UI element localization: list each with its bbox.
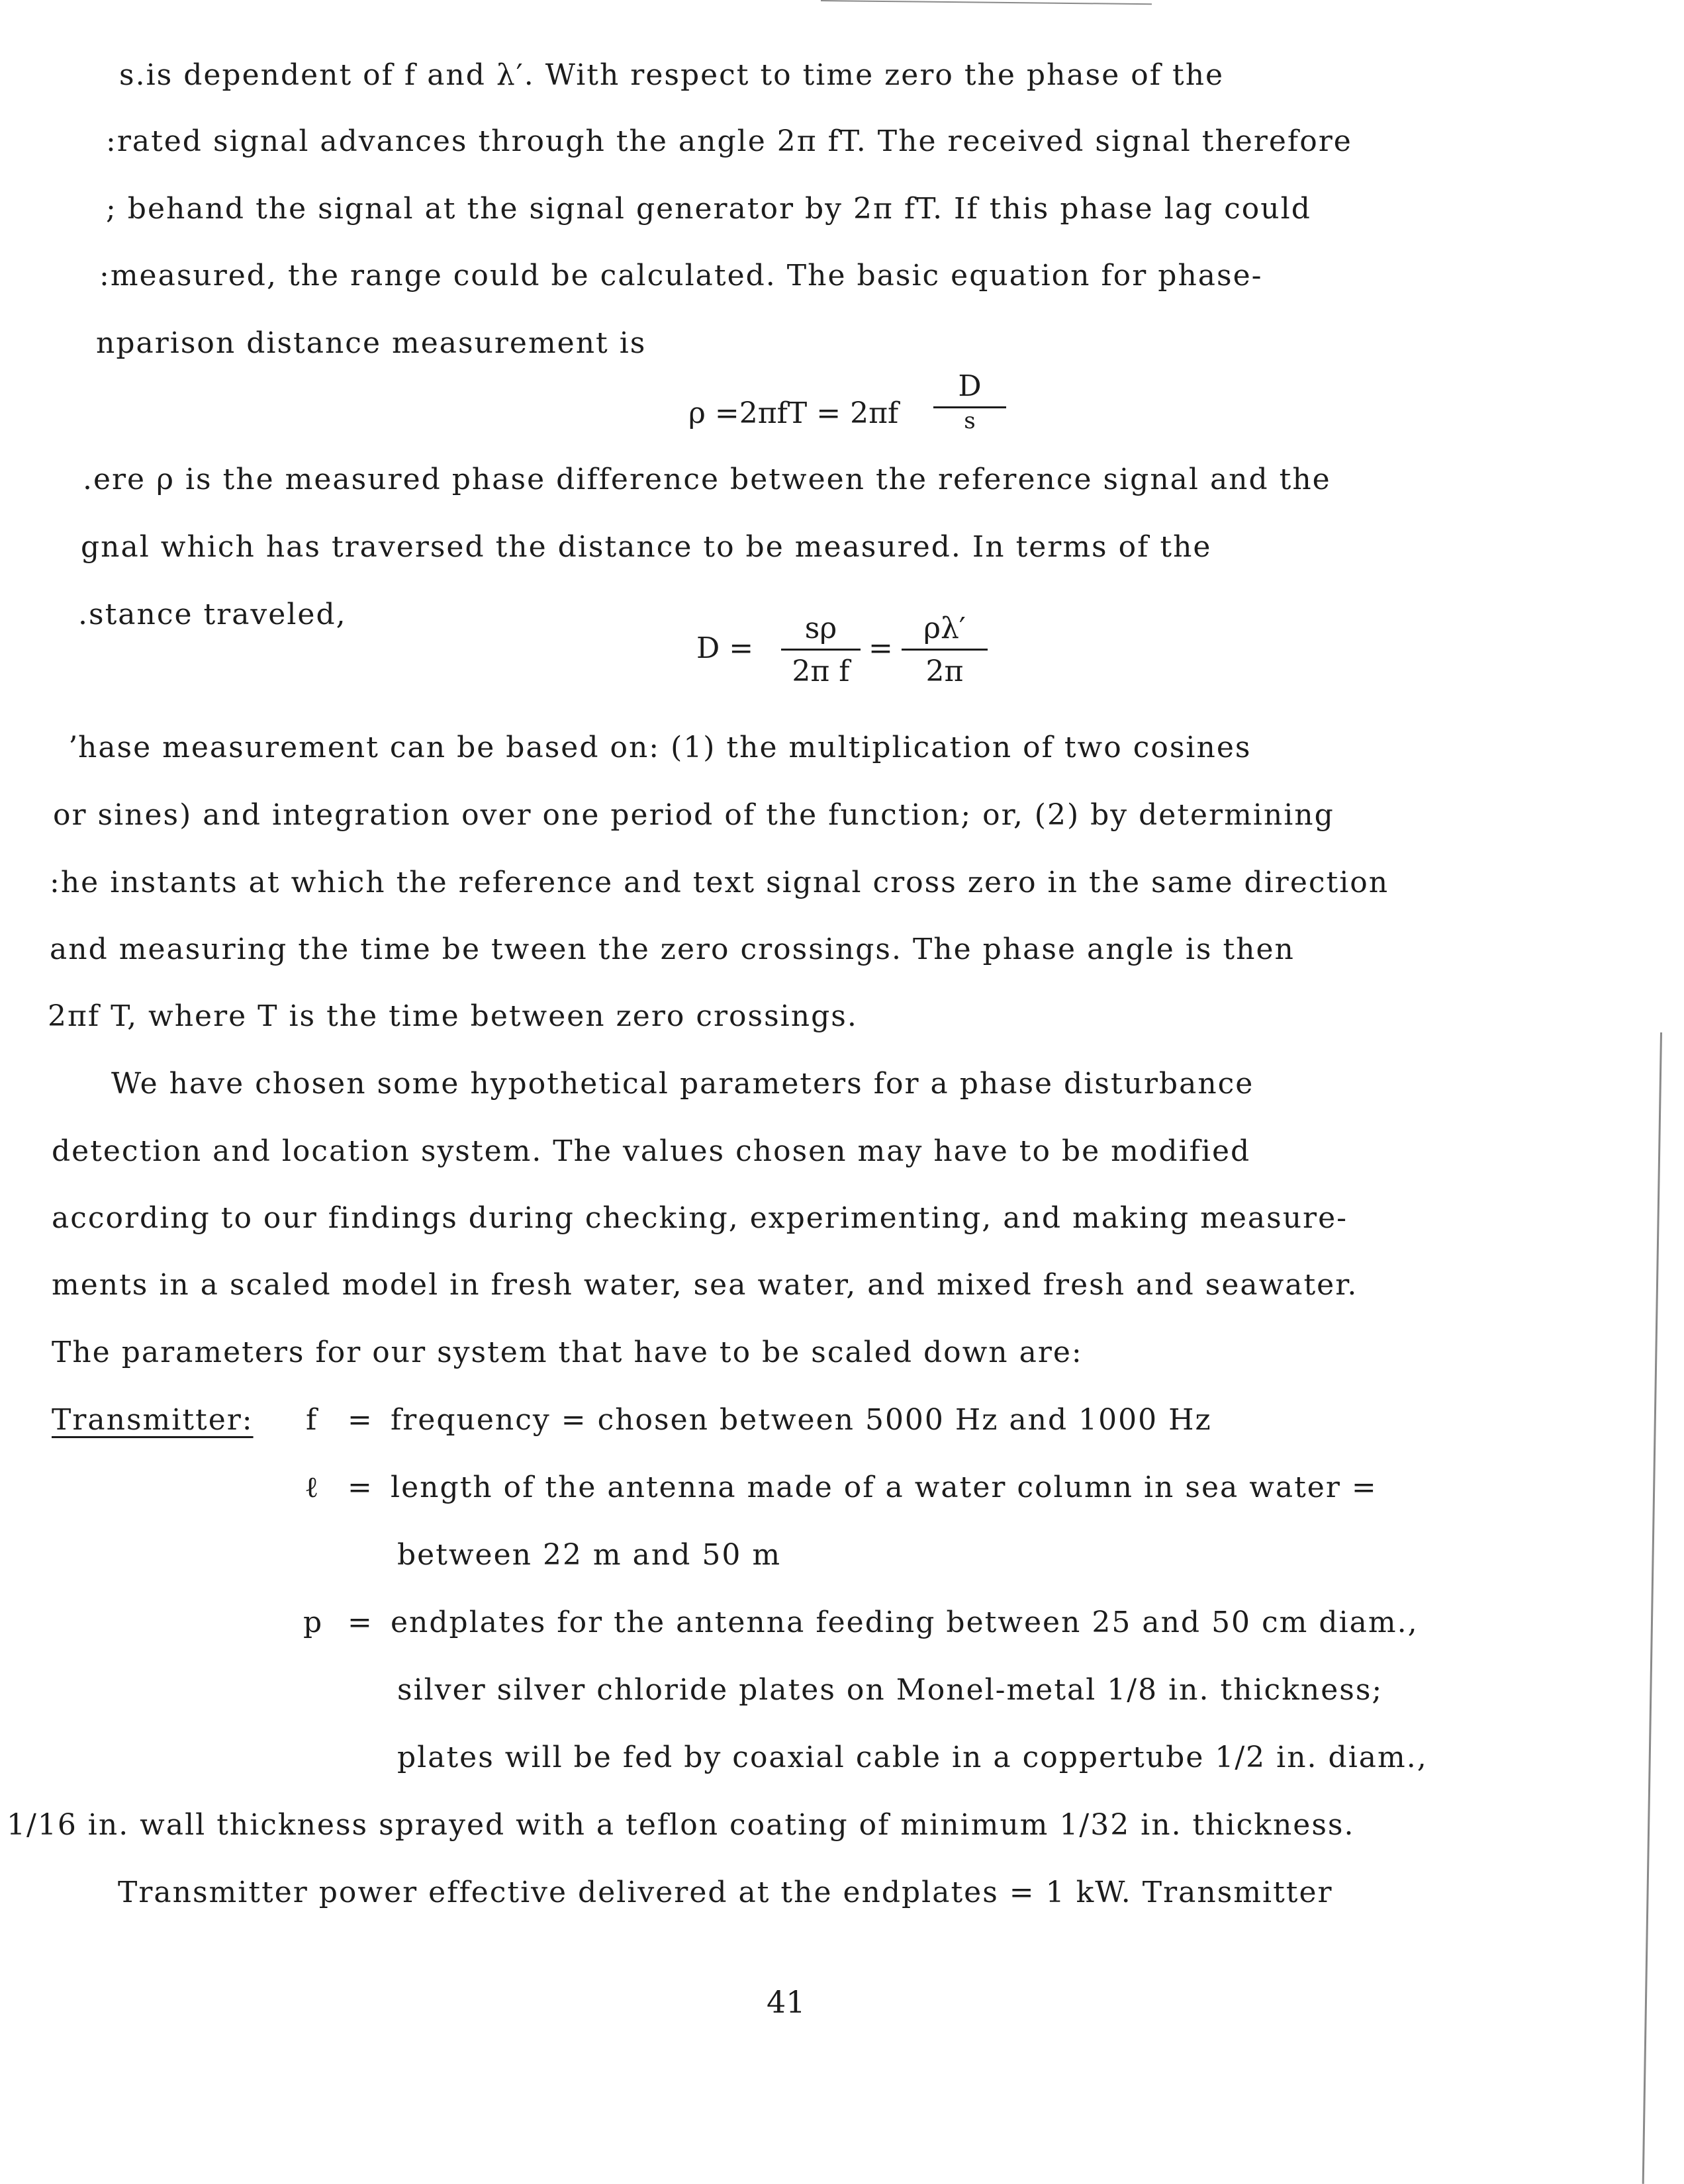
- fraction-denominator: s: [964, 408, 976, 434]
- text-line: We have chosen some hypothetical parameters for a phase disturbance: [111, 1067, 1254, 1101]
- text-line: ʼhase measurement can be based on: (1) the multiplication of two cosines: [68, 731, 1252, 764]
- text-line: detection and location system. The values chosen may have to be modified: [52, 1134, 1251, 1168]
- text-line: .ere ρ is the measured phase difference between the reference signal and the: [83, 463, 1331, 496]
- transmitter-heading: Transmitter:: [52, 1403, 254, 1437]
- param-description: frequency = chosen between 5000 Hz and 1000 Hz: [391, 1403, 1212, 1437]
- text-line: 1/16 in. wall thickness sprayed with a teflon coating of minimum 1/32 in. thickness.: [7, 1808, 1355, 1842]
- text-line: :rated signal advances through the angle 2π fT. The received signal therefore: [106, 124, 1352, 158]
- equation-distance-lhs: D =: [696, 631, 754, 665]
- fraction-denominator: 2π f: [792, 655, 850, 688]
- param-equals: =: [348, 1606, 373, 1639]
- text-line: s.is dependent of f and λ′. With respect to time zero the phase of the: [119, 58, 1225, 92]
- equation-phase: [688, 396, 899, 430]
- text-line: plates will be fed by coaxial cable in a coppertube 1/2 in. diam.,: [397, 1741, 1428, 1774]
- param-symbol: p: [303, 1606, 324, 1639]
- fraction-denominator: 2π: [925, 655, 964, 688]
- page-edge-top: [821, 0, 1152, 5]
- text-line: and measuring the time be tween the zero crossings. The phase angle is then: [50, 933, 1295, 966]
- fraction-numerator: D: [933, 372, 1006, 408]
- text-line: ments in a scaled model in fresh water, sea water, and mixed fresh and seawater.: [52, 1268, 1358, 1302]
- param-description: endplates for the antenna feeding between 25 and 50 cm diam.,: [391, 1606, 1419, 1639]
- param-description: length of the antenna made of a water column in sea water =: [391, 1471, 1378, 1504]
- param-equals: =: [348, 1403, 373, 1437]
- text-line: 2πf T, where T is the time between zero crossings.: [48, 999, 858, 1033]
- equation-lhs: ρ =2πfT = 2πf: [688, 396, 899, 430]
- page-edge-right: [1642, 1032, 1662, 2184]
- fraction-s-rho: [781, 614, 861, 686]
- text-line: :measured, the range could be calculated. The basic equation for phase-: [99, 259, 1263, 293]
- text-line: between 22 m and 50 m: [397, 1538, 782, 1572]
- text-line: :he instants at which the reference and text signal cross zero in the same direction: [50, 866, 1389, 899]
- text-line: or sines) and integration over one period of the function; or, (2) by determining: [53, 798, 1334, 832]
- param-symbol: ℓ: [304, 1471, 320, 1504]
- param-symbol: f: [306, 1403, 318, 1437]
- text-line: .stance traveled,: [78, 598, 347, 631]
- fraction-rho-lambda: [902, 614, 988, 686]
- fraction-d-over-s: [933, 369, 1006, 434]
- fraction-numerator: sρ: [781, 614, 861, 651]
- text-line: gnal which has traversed the distance to be measured. In terms of the: [81, 530, 1212, 564]
- text-line: silver silver chloride plates on Monel-metal 1/8 in. thickness;: [397, 1673, 1383, 1707]
- text-line: Transmitter power effective delivered at the endplates = 1 kW. Transmitter: [118, 1876, 1333, 1909]
- text-line: nparison distance measurement is: [96, 326, 647, 360]
- text-line: The parameters for our system that have to be scaled down are:: [52, 1336, 1083, 1369]
- page-number: 41: [767, 1984, 806, 2020]
- text-line: ; behand the signal at the signal generator by 2π fT. If this phase lag could: [106, 192, 1311, 226]
- fraction-numerator: ρλ′: [902, 614, 988, 651]
- equation-equals: =: [868, 631, 893, 665]
- text-line: according to our findings during checking, experimenting, and making measure-: [52, 1201, 1348, 1235]
- param-equals: =: [348, 1471, 373, 1504]
